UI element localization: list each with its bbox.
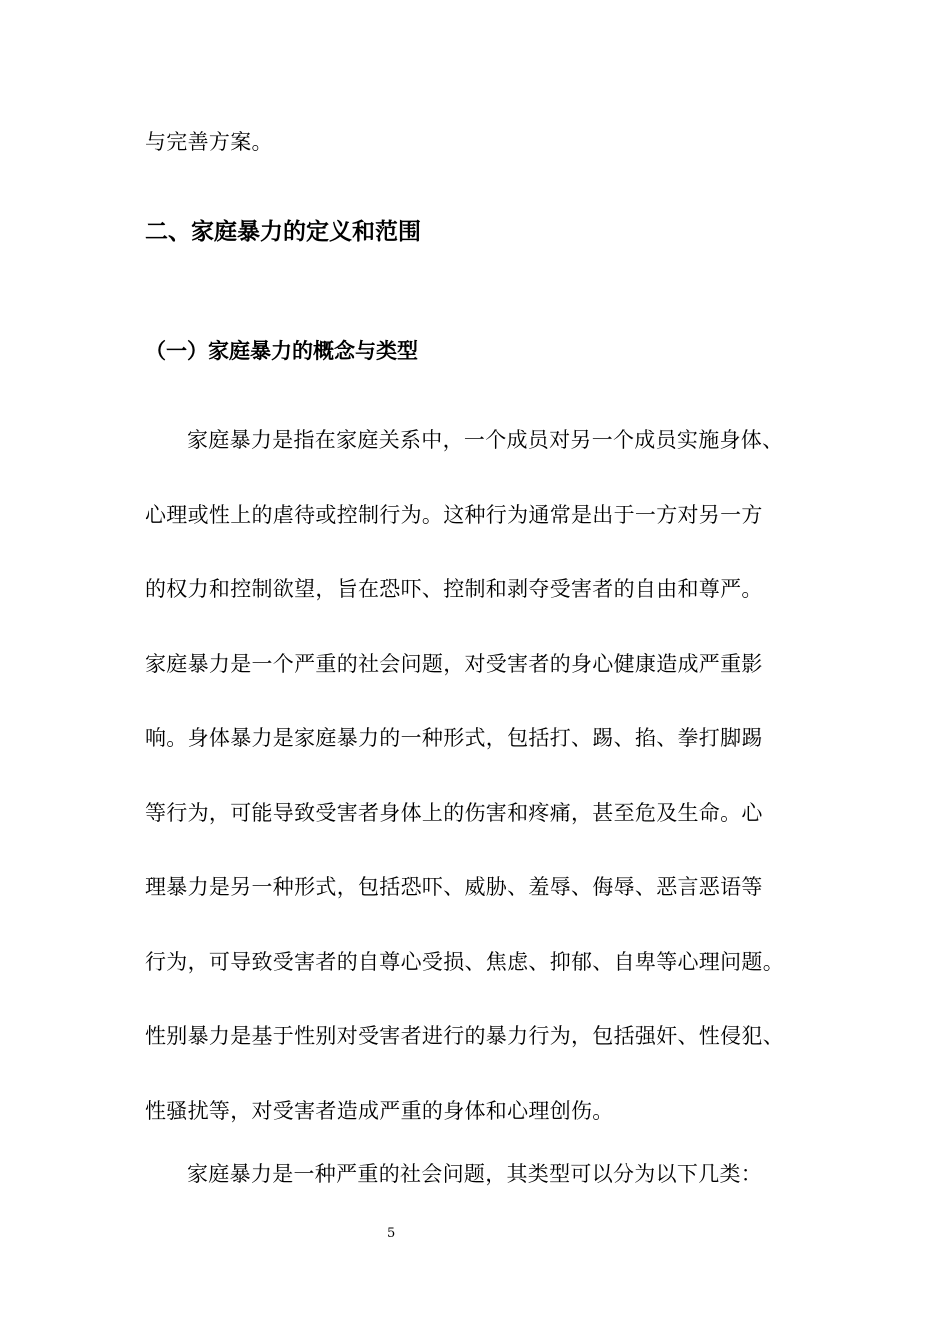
paragraph-1-line-9: 性别暴力是基于性别对受害者进行的暴力行为，包括强奸、性侵犯、 (145, 1024, 784, 1048)
paragraph-1-line-6: 等行为，可能导致受害者身体上的伤害和疼痛，甚至危及生命。心 (145, 801, 763, 825)
paragraph-1-line-2: 心理或性上的虐待或控制行为。这种行为通常是出于一方对另一方 (145, 503, 763, 527)
paragraph-1-line-1: 家庭暴力是指在家庭关系中，一个成员对另一个成员实施身体、 (187, 428, 784, 452)
paragraph-1-line-8: 行为，可导致受害者的自尊心受损、焦虑、抑郁、自卑等心理问题。 (145, 950, 784, 974)
section-heading: 二、家庭暴力的定义和范围 (145, 219, 421, 245)
paragraph-1-line-3: 的权力和控制欲望，旨在恐吓、控制和剥夺受害者的自由和尊严。 (145, 577, 763, 601)
paragraph-1-line-5: 响。身体暴力是家庭暴力的一种形式，包括打、踢、掐、拳打脚踢 (145, 726, 763, 750)
intro-tail-line: 与完善方案。 (145, 130, 273, 154)
page-number: 5 (387, 1226, 396, 1241)
paragraph-1-line-10: 性骚扰等，对受害者造成严重的身体和心理创伤。 (145, 1099, 614, 1123)
subsection-heading: （一）家庭暴力的概念与类型 (145, 339, 418, 363)
paragraph-1-line-7: 理暴力是另一种形式，包括恐吓、威胁、羞辱、侮辱、恶言恶语等 (145, 875, 763, 899)
paragraph-1-line-4: 家庭暴力是一个严重的社会问题，对受害者的身心健康造成严重影 (145, 652, 763, 676)
paragraph-2-line-1: 家庭暴力是一种严重的社会问题，其类型可以分为以下几类： (187, 1162, 763, 1186)
